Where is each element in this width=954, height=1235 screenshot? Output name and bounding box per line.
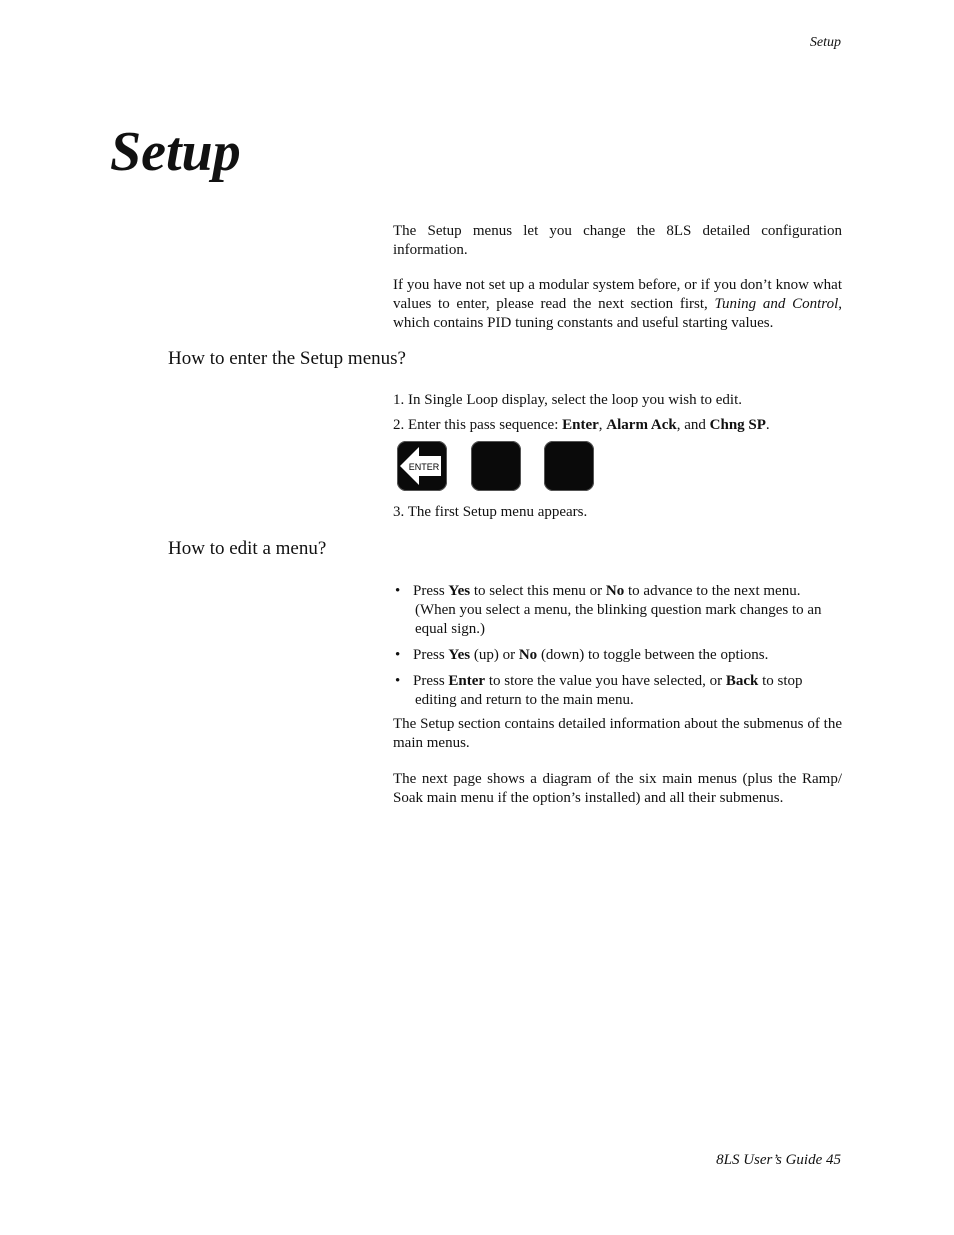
intro-paragraph-1: The Setup menus let you change the 8LS detailed configuration information.	[393, 223, 842, 258]
edit-instructions	[393, 582, 842, 710]
enter-steps	[393, 391, 842, 435]
key-name-back: Back	[725, 673, 759, 689]
key-name-alarm-ack: Alarm Ack	[606, 417, 677, 433]
key-name-yes: Yes	[448, 647, 471, 663]
key-name-yes: Yes	[448, 583, 471, 599]
step-2	[393, 416, 842, 435]
key-name-no: No	[518, 647, 538, 663]
step-1: 1. In Single Loop display, select the loop you wish to edit.	[393, 392, 742, 408]
page-title: Setup	[110, 121, 241, 183]
key-name-enter: Enter	[448, 673, 486, 689]
key-name-no: No	[605, 583, 625, 599]
bullet-text: Press	[413, 673, 449, 689]
step-3-block	[393, 503, 842, 522]
intro-p2-text-end: , which contains PID tuning constants and useful starting values.	[393, 296, 842, 331]
enter-key-label: ENTER	[408, 462, 440, 472]
separator: ,	[598, 417, 607, 433]
step-3: 3. The first Setup menu appears.	[393, 504, 588, 520]
list-item	[393, 672, 842, 710]
section-reference: Tuning and Control	[714, 296, 839, 312]
enter-key	[397, 441, 447, 491]
intro-p2-text: If you have not set up a modular system before, or if you don’t know what values to enter, please read the next section first,	[393, 277, 842, 312]
heading-enter-setup: How to enter the Setup menus?	[168, 348, 406, 369]
edit-paragraph-1: The Setup section contains detailed information about the submenus of the main menus.	[393, 716, 842, 751]
bullet-text: Press	[413, 583, 449, 599]
key-name-chng-sp: Chng SP	[709, 417, 766, 433]
bullet: •	[395, 647, 401, 663]
list-item	[393, 582, 842, 639]
chng-sp-key	[544, 441, 594, 491]
bullet-text: (up) or	[470, 647, 519, 663]
heading-edit-menu: How to edit a menu?	[168, 538, 327, 559]
bullet-text: Press	[413, 647, 449, 663]
key-name-enter: Enter	[562, 417, 599, 433]
page-footer: 8LS User’s Guide 45	[716, 1152, 841, 1168]
intro-paragraph-2	[393, 276, 842, 333]
alarm-ack-key	[471, 441, 521, 491]
bullet: •	[395, 583, 401, 599]
separator: , and	[676, 417, 710, 433]
bullet-text: (down) to toggle between the options.	[537, 647, 769, 663]
enter-arrow-icon	[397, 441, 447, 491]
bullet-text: to stop editing and return to the main menu.	[415, 673, 803, 708]
bullet-text: to select this menu or	[470, 583, 606, 599]
bullet-text: to advance to the next menu. (When you select a menu, the blinking question mark changes to an equal sign.)	[415, 583, 822, 637]
bullet: •	[395, 673, 401, 689]
bullet-text: to store the value you have selected, or	[485, 673, 726, 689]
intro-section	[393, 222, 842, 333]
step-2-text: 2. Enter this pass sequence:	[393, 417, 563, 433]
edit-section	[393, 582, 842, 808]
list-item	[393, 646, 842, 665]
edit-paragraph-2: The next page shows a diagram of the six main menus (plus the Ramp/ Soak main menu if the option’s installed) and all their submenus.	[393, 771, 842, 806]
running-head: Setup	[809, 35, 841, 50]
period: .	[765, 417, 770, 433]
